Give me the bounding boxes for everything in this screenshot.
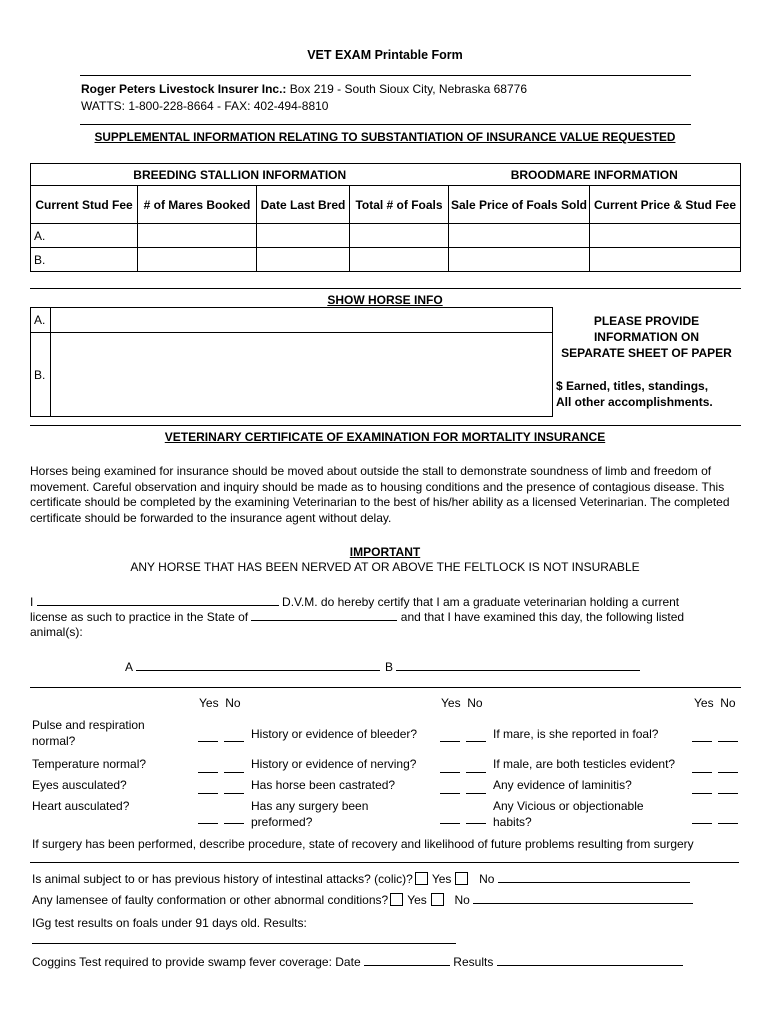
important-heading: IMPORTANT <box>349 545 421 559</box>
company-line <box>81 82 527 96</box>
row-label: A. <box>31 224 138 248</box>
no-label: No <box>720 696 736 710</box>
certificate-paragraph: Horses being examined for insurance should be moved about outside the stall to demonstrate soundness of limb and freedom of movement. Careful observation and inquiry should be made as to housing conditions and the presence of contagious disease. This certificate should be completed by the examining Veterinarian to the best of his/her ability as a licensed Veterinarian. The completed certificate should be forwarded to the insurance agent without delay. <box>30 464 730 525</box>
colic-question: Is animal subject to or has previous history of intestinal attacks? (colic)? <box>32 872 413 886</box>
col-header: Date Last Bred <box>257 186 350 224</box>
no-label: No <box>479 872 495 886</box>
yes-label: Yes <box>407 893 427 907</box>
show-horse-b-field[interactable] <box>51 333 553 417</box>
state-field[interactable] <box>251 620 397 621</box>
cert-license: license as such to practice in the State of <box>30 610 249 624</box>
animals-line <box>125 660 640 674</box>
surgery-answer-line[interactable] <box>30 862 739 863</box>
exam-question: Temperature normal? <box>32 757 147 771</box>
exam-question: Heart ausculated? <box>32 799 130 813</box>
yes-label: Yes <box>441 696 461 710</box>
coggins-label: Coggins Test required to provide swamp fever coverage: Date <box>32 955 361 969</box>
row-label: B. <box>31 333 51 417</box>
exam-question: Any Vicious or objectionable habits? <box>493 799 644 829</box>
lamensee-no-checkbox[interactable] <box>431 893 444 906</box>
show-horse-table <box>30 307 553 417</box>
yes-no-header-1 <box>199 696 241 710</box>
note-line: PLEASE PROVIDE <box>593 314 700 328</box>
important-text: ANY HORSE THAT HAS BEEN NERVED AT OR ABOVE THE FELTLOCK IS NOT INSURABLE <box>130 560 640 574</box>
exam-question: History or evidence of bleeder? <box>251 727 418 741</box>
table-cell[interactable] <box>590 224 741 248</box>
yes-no-blanks[interactable] <box>440 785 492 799</box>
table-cell[interactable] <box>449 248 590 272</box>
yes-label: Yes <box>694 696 714 710</box>
exam-question: Pulse and respiration normal? <box>32 718 145 748</box>
yes-no-blanks[interactable] <box>440 815 492 829</box>
table-row <box>31 248 741 272</box>
coggins-results-field[interactable] <box>497 965 683 966</box>
results-label: Results <box>449 955 494 969</box>
row-label: B. <box>31 248 138 272</box>
note-line: All other accomplishments. <box>556 395 713 409</box>
company-address: Box 219 - South Sioux City, Nebraska 68776 <box>286 82 527 96</box>
certify-line-1 <box>30 595 679 609</box>
yes-no-blanks[interactable] <box>692 785 738 799</box>
supplemental-heading: SUPPLEMENTAL INFORMATION RELATING TO SUBSTANTIATION OF INSURANCE VALUE REQUESTED <box>94 130 676 144</box>
table-cell[interactable] <box>590 248 741 272</box>
yes-no-blanks[interactable] <box>198 764 250 778</box>
form-title: VET EXAM Printable Form <box>307 48 463 62</box>
exam-question: Has any surgery been preformed? <box>251 799 369 829</box>
cert-examined: and that I have examined this day, the following listed <box>397 610 685 624</box>
colic-line <box>32 872 690 886</box>
table-cell[interactable] <box>257 224 350 248</box>
table-cell[interactable] <box>350 224 449 248</box>
table-cell[interactable] <box>257 248 350 272</box>
note-line: INFORMATION ON <box>593 330 700 344</box>
coggins-date-field[interactable] <box>364 965 450 966</box>
yes-no-header-2 <box>441 696 483 710</box>
divider <box>30 288 741 289</box>
exam-question: Has horse been castrated? <box>251 778 396 792</box>
colic-details-field[interactable] <box>498 882 690 883</box>
phone-line: WATTS: 1-800-228-8664 - FAX: 402-494-8810 <box>81 99 329 113</box>
exam-question: Any evidence of laminitis? <box>493 778 632 792</box>
table-cell[interactable] <box>350 248 449 272</box>
col-header: # of Mares Booked <box>138 186 257 224</box>
exam-question: If mare, is she reported in foal? <box>493 727 659 741</box>
table-cell[interactable] <box>138 224 257 248</box>
show-horse-a-field[interactable] <box>51 308 553 333</box>
yes-no-blanks[interactable] <box>198 815 250 829</box>
table-cell[interactable] <box>449 224 590 248</box>
show-horse-heading: SHOW HORSE INFO <box>327 293 443 307</box>
animal-b-label: B <box>385 660 394 674</box>
certify-line-2 <box>30 610 684 624</box>
cert-dvm: D.V.M. do hereby certify that I am a graduate veterinarian holding a current <box>278 595 680 609</box>
no-label: No <box>454 893 470 907</box>
lamensee-question: Any lamensee of faulty conformation or other abnormal conditions? <box>32 893 389 907</box>
exam-question: History or evidence of nerving? <box>251 757 417 771</box>
exam-question: If male, are both testicles evident? <box>493 757 676 771</box>
animal-b-field[interactable] <box>396 670 640 671</box>
yes-no-blanks[interactable] <box>440 733 492 747</box>
broodmare-heading: BROODMARE INFORMATION <box>449 164 741 186</box>
company-name: Roger Peters Livestock Insurer Inc.: <box>81 82 287 96</box>
vet-name-field[interactable] <box>37 605 279 606</box>
coggins-line <box>32 955 683 969</box>
animal-a-label: A <box>125 660 133 674</box>
no-label: No <box>225 696 241 710</box>
surgery-text: If surgery has been performed, describe procedure, state of recovery and likelihood of future problems resulting from surgery <box>32 837 694 851</box>
col-header: Total # of Foals <box>350 186 449 224</box>
yes-no-blanks[interactable] <box>198 733 250 747</box>
igg-answer-line[interactable] <box>32 943 456 944</box>
col-header: Current Price & Stud Fee <box>590 186 741 224</box>
colic-no-checkbox[interactable] <box>455 872 468 885</box>
yes-no-blanks[interactable] <box>692 815 738 829</box>
stallion-heading: BREEDING STALLION INFORMATION <box>31 164 449 186</box>
no-label: No <box>467 696 483 710</box>
colic-yes-checkbox[interactable] <box>415 872 428 885</box>
divider <box>80 75 691 76</box>
cert-animals: animal(s): <box>30 625 83 639</box>
yes-label: Yes <box>199 696 219 710</box>
divider <box>80 124 691 125</box>
show-horse-note-2 <box>556 378 713 410</box>
row-label: A. <box>31 308 51 333</box>
table-row <box>31 224 741 248</box>
yes-no-blanks[interactable] <box>692 733 738 747</box>
exam-question: Eyes ausculated? <box>32 778 127 792</box>
lamensee-yes-checkbox[interactable] <box>390 893 403 906</box>
divider <box>30 425 741 426</box>
divider <box>30 687 741 688</box>
table-cell[interactable] <box>138 248 257 272</box>
col-header: Current Stud Fee <box>31 186 138 224</box>
lamensee-line <box>32 893 693 907</box>
animal-a-field[interactable] <box>136 670 380 671</box>
igg-text: IGg test results on foals under 91 days old. Results: <box>32 916 307 930</box>
yes-no-blanks[interactable] <box>440 764 492 778</box>
lamensee-details-field[interactable] <box>473 903 693 904</box>
note-line: SEPARATE SHEET OF PAPER <box>561 346 732 360</box>
yes-no-blanks[interactable] <box>692 764 738 778</box>
yes-no-header-3 <box>694 696 736 710</box>
certificate-heading: VETERINARY CERTIFICATE OF EXAMINATION FOR MORTALITY INSURANCE <box>164 430 606 444</box>
yes-no-blanks[interactable] <box>198 785 250 799</box>
cert-i: I <box>30 595 34 609</box>
note-line: $ Earned, titles, standings, <box>556 379 709 393</box>
col-header: Sale Price of Foals Sold <box>449 186 590 224</box>
yes-label: Yes <box>431 872 452 886</box>
supplemental-table <box>30 163 741 272</box>
show-horse-note <box>553 313 740 361</box>
